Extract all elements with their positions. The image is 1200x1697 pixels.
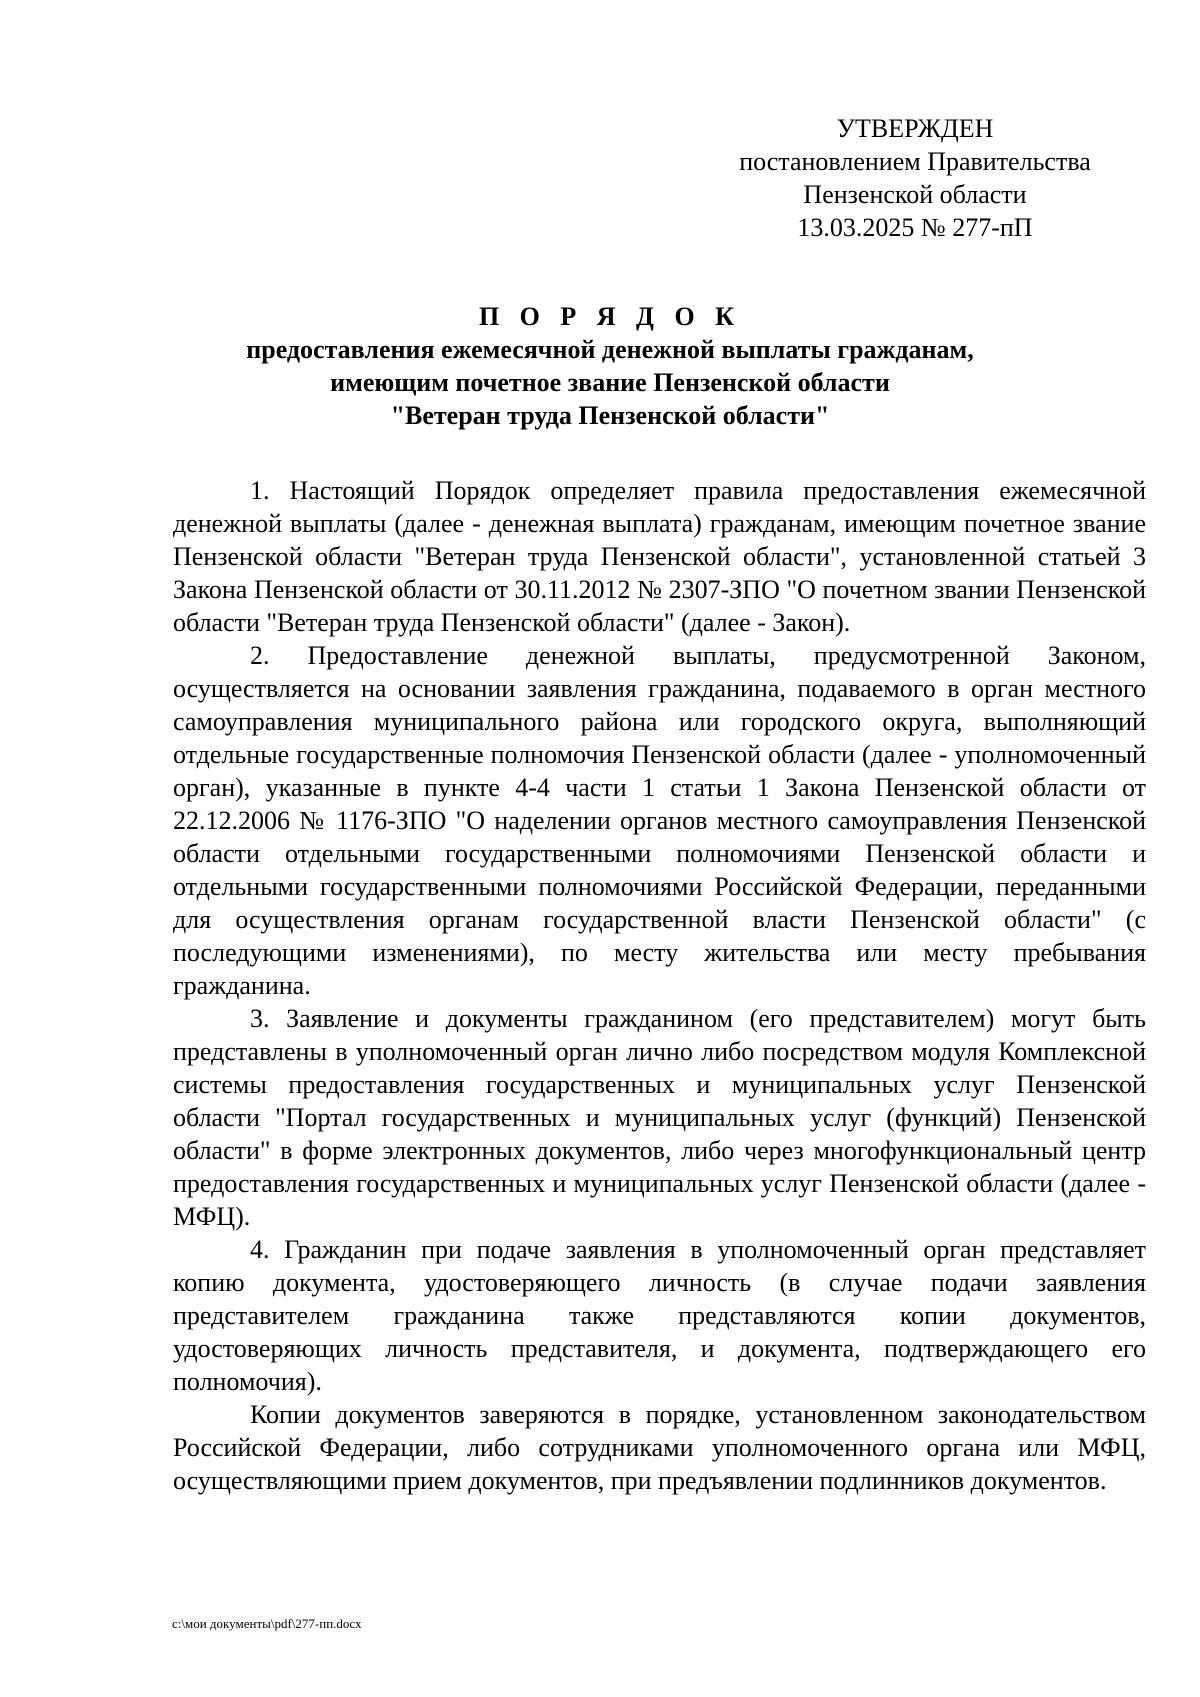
document-title xyxy=(160,300,1060,432)
document-body xyxy=(173,474,1146,1497)
approval-region: Пензенской области xyxy=(803,180,1027,209)
paragraph-3: 3. Заявление и документы гражданином (его представителем) могут быть представлены в уполномоченный орган лично либо посредством модуля Комплексной системы предоставления государственных и муниципальных услуг Пензенской области "Портал государственных и муниципальных услуг (функций) Пензенской области" в форме электронных документов, либо через многофункциональный центр предоставления государственных и муниципальных услуг Пензенской области (далее - МФЦ). xyxy=(173,1004,1146,1231)
approval-resolution: постановлением Правительства xyxy=(739,147,1091,176)
file-path-footer: c:\мои документы\pdf\277-пп.docx xyxy=(172,1616,362,1631)
paragraph-2: 2. Предоставление денежной выплаты, предусмотренной Законом, осуществляется на основании заявления гражданина, подаваемого в орган местного самоуправления муниципального района или городского округа, выполняющий отдельные государственные полномочия Пензенской области (далее - уполномоченный орган), указанные в пункте 4-4 части 1 статьи 1 Закона Пензенской области от 22.12.2006 № 1176-ЗПО "О наделении органов местного самоуправления Пензенской области отдельными государственными полномочиями Пензенской области и отдельными государственными полномочиями Российской Федерации, переданными для осуществления органам государственной власти Пензенской области" (с последующими изменениями), по месту жительства или месту пребывания гражданина. xyxy=(173,641,1146,1000)
approval-heading: УТВЕРЖДЕН xyxy=(836,114,994,143)
title-line-3: "Ветеран труда Пензенской области" xyxy=(390,401,830,430)
title-heading: П О Р Я Д О К xyxy=(478,302,742,331)
title-line-1: предоставления ежемесячной денежной выплаты гражданам, xyxy=(246,335,974,364)
title-line-2: имеющим почетное звание Пензенской области xyxy=(330,368,890,397)
paragraph-5: Копии документов заверяются в порядке, установленном законодательством Российской Федерации, либо сотрудниками уполномоченного органа или МФЦ, осуществляющими прием документов, при предъявлении подлинников документов. xyxy=(173,1400,1146,1495)
paragraph-4: 4. Гражданин при подаче заявления в уполномоченный орган представляет копию документа, удостоверяющего личность (в случае подачи заявления представителем гражданина также представляются копии документов, удостоверяющих личность представителя, и документа, подтверждающего его полномочия). xyxy=(173,1235,1146,1396)
approval-stamp xyxy=(700,112,1130,244)
paragraph-1: 1. Настоящий Порядок определяет правила предоставления ежемесячной денежной выплаты (далее - денежная выплата) гражданам, имеющим почетное звание Пензенской области "Ветеран труда Пензенской области", установленной статьей 3 Закона Пензенской области от 30.11.2012 № 2307-ЗПО "О почетном звании Пензенской области "Ветеран труда Пензенской области" (далее - Закон). xyxy=(173,476,1146,637)
approval-date-number: 13.03.2025 № 277-пП xyxy=(797,213,1033,242)
